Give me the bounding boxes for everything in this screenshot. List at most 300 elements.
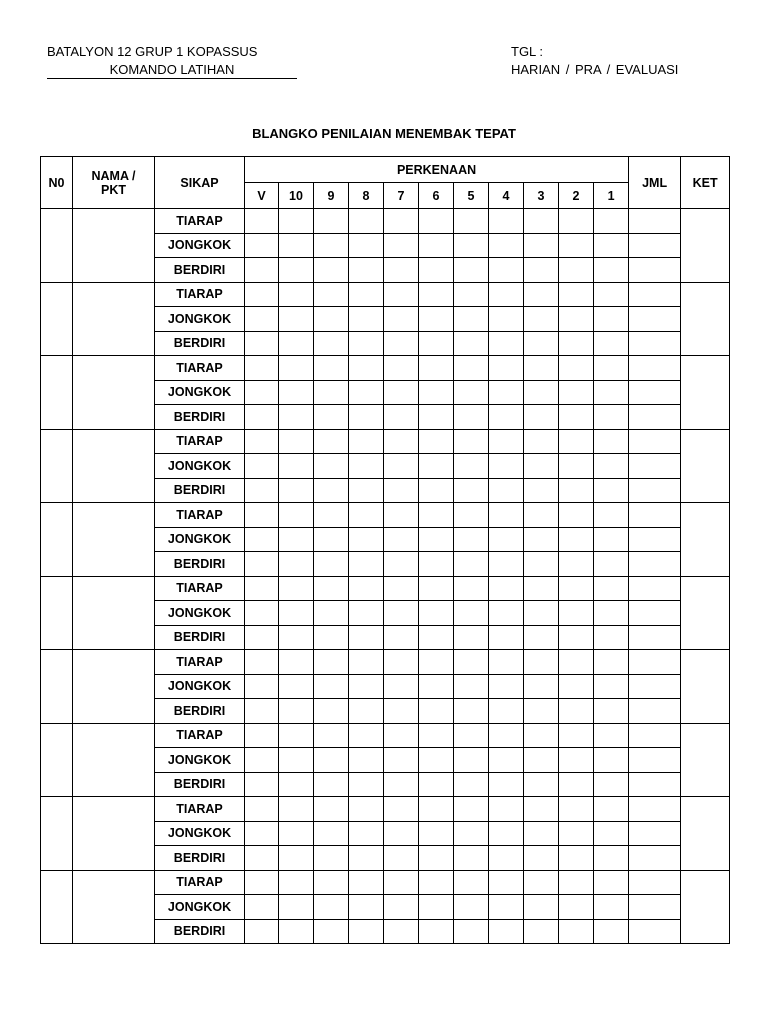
score-cell[interactable] xyxy=(489,601,524,626)
score-cell[interactable] xyxy=(454,527,489,552)
score-cell[interactable] xyxy=(524,258,559,283)
nama-pkt-cell[interactable] xyxy=(73,870,155,944)
score-cell[interactable] xyxy=(279,797,314,822)
no-cell[interactable] xyxy=(41,650,73,724)
score-cell[interactable] xyxy=(349,601,384,626)
score-cell[interactable] xyxy=(594,919,629,944)
score-cell[interactable] xyxy=(245,797,279,822)
jml-cell[interactable] xyxy=(629,380,681,405)
score-cell[interactable] xyxy=(349,380,384,405)
score-cell[interactable] xyxy=(419,650,454,675)
jml-cell[interactable] xyxy=(629,258,681,283)
score-cell[interactable] xyxy=(524,380,559,405)
score-cell[interactable] xyxy=(384,503,419,528)
score-cell[interactable] xyxy=(279,821,314,846)
score-cell[interactable] xyxy=(524,552,559,577)
score-cell[interactable] xyxy=(384,601,419,626)
score-cell[interactable] xyxy=(454,797,489,822)
score-cell[interactable] xyxy=(279,405,314,430)
score-cell[interactable] xyxy=(524,429,559,454)
score-cell[interactable] xyxy=(419,748,454,773)
score-cell[interactable] xyxy=(559,478,594,503)
score-cell[interactable] xyxy=(349,233,384,258)
score-cell[interactable] xyxy=(245,454,279,479)
ket-cell[interactable] xyxy=(681,503,730,577)
score-cell[interactable] xyxy=(245,527,279,552)
score-cell[interactable] xyxy=(489,674,524,699)
score-cell[interactable] xyxy=(454,674,489,699)
score-cell[interactable] xyxy=(454,699,489,724)
score-cell[interactable] xyxy=(384,454,419,479)
score-cell[interactable] xyxy=(489,233,524,258)
jml-cell[interactable] xyxy=(629,895,681,920)
score-cell[interactable] xyxy=(384,870,419,895)
score-cell[interactable] xyxy=(419,429,454,454)
score-cell[interactable] xyxy=(594,772,629,797)
score-cell[interactable] xyxy=(489,895,524,920)
score-cell[interactable] xyxy=(559,576,594,601)
score-cell[interactable] xyxy=(559,307,594,332)
score-cell[interactable] xyxy=(489,650,524,675)
score-cell[interactable] xyxy=(245,723,279,748)
score-cell[interactable] xyxy=(594,503,629,528)
score-cell[interactable] xyxy=(314,356,349,381)
score-cell[interactable] xyxy=(594,870,629,895)
score-cell[interactable] xyxy=(559,282,594,307)
score-cell[interactable] xyxy=(524,821,559,846)
score-cell[interactable] xyxy=(349,625,384,650)
score-cell[interactable] xyxy=(384,797,419,822)
score-cell[interactable] xyxy=(524,699,559,724)
score-cell[interactable] xyxy=(419,503,454,528)
score-cell[interactable] xyxy=(314,797,349,822)
score-cell[interactable] xyxy=(489,699,524,724)
score-cell[interactable] xyxy=(454,503,489,528)
score-cell[interactable] xyxy=(349,552,384,577)
score-cell[interactable] xyxy=(384,723,419,748)
score-cell[interactable] xyxy=(524,331,559,356)
score-cell[interactable] xyxy=(559,919,594,944)
score-cell[interactable] xyxy=(384,821,419,846)
score-cell[interactable] xyxy=(384,748,419,773)
score-cell[interactable] xyxy=(489,307,524,332)
score-cell[interactable] xyxy=(314,258,349,283)
score-cell[interactable] xyxy=(245,356,279,381)
score-cell[interactable] xyxy=(245,870,279,895)
score-cell[interactable] xyxy=(279,576,314,601)
score-cell[interactable] xyxy=(524,454,559,479)
jml-cell[interactable] xyxy=(629,282,681,307)
score-cell[interactable] xyxy=(594,209,629,234)
score-cell[interactable] xyxy=(279,331,314,356)
score-cell[interactable] xyxy=(524,233,559,258)
score-cell[interactable] xyxy=(245,478,279,503)
score-cell[interactable] xyxy=(594,625,629,650)
score-cell[interactable] xyxy=(489,209,524,234)
score-cell[interactable] xyxy=(279,650,314,675)
score-cell[interactable] xyxy=(314,748,349,773)
score-cell[interactable] xyxy=(245,405,279,430)
score-cell[interactable] xyxy=(349,821,384,846)
score-cell[interactable] xyxy=(349,650,384,675)
score-cell[interactable] xyxy=(279,625,314,650)
score-cell[interactable] xyxy=(245,748,279,773)
score-cell[interactable] xyxy=(524,870,559,895)
no-cell[interactable] xyxy=(41,870,73,944)
score-cell[interactable] xyxy=(489,331,524,356)
score-cell[interactable] xyxy=(279,282,314,307)
score-cell[interactable] xyxy=(314,527,349,552)
score-cell[interactable] xyxy=(454,356,489,381)
score-cell[interactable] xyxy=(314,233,349,258)
score-cell[interactable] xyxy=(454,233,489,258)
score-cell[interactable] xyxy=(454,331,489,356)
score-cell[interactable] xyxy=(314,429,349,454)
score-cell[interactable] xyxy=(245,307,279,332)
score-cell[interactable] xyxy=(245,821,279,846)
jml-cell[interactable] xyxy=(629,331,681,356)
jml-cell[interactable] xyxy=(629,821,681,846)
score-cell[interactable] xyxy=(279,552,314,577)
score-cell[interactable] xyxy=(559,454,594,479)
score-cell[interactable] xyxy=(594,527,629,552)
score-cell[interactable] xyxy=(314,307,349,332)
ket-cell[interactable] xyxy=(681,870,730,944)
score-cell[interactable] xyxy=(349,454,384,479)
score-cell[interactable] xyxy=(384,331,419,356)
score-cell[interactable] xyxy=(279,919,314,944)
ket-cell[interactable] xyxy=(681,723,730,797)
score-cell[interactable] xyxy=(594,797,629,822)
score-cell[interactable] xyxy=(349,748,384,773)
jml-cell[interactable] xyxy=(629,699,681,724)
score-cell[interactable] xyxy=(349,527,384,552)
score-cell[interactable] xyxy=(314,331,349,356)
nama-pkt-cell[interactable] xyxy=(73,797,155,871)
score-cell[interactable] xyxy=(314,405,349,430)
no-cell[interactable] xyxy=(41,282,73,356)
score-cell[interactable] xyxy=(314,919,349,944)
score-cell[interactable] xyxy=(454,870,489,895)
score-cell[interactable] xyxy=(314,454,349,479)
score-cell[interactable] xyxy=(524,405,559,430)
no-cell[interactable] xyxy=(41,576,73,650)
score-cell[interactable] xyxy=(524,209,559,234)
ket-cell[interactable] xyxy=(681,356,730,430)
score-cell[interactable] xyxy=(384,405,419,430)
score-cell[interactable] xyxy=(314,821,349,846)
score-cell[interactable] xyxy=(279,772,314,797)
no-cell[interactable] xyxy=(41,797,73,871)
score-cell[interactable] xyxy=(489,576,524,601)
score-cell[interactable] xyxy=(279,723,314,748)
score-cell[interactable] xyxy=(559,772,594,797)
score-cell[interactable] xyxy=(245,601,279,626)
score-cell[interactable] xyxy=(559,356,594,381)
jml-cell[interactable] xyxy=(629,674,681,699)
score-cell[interactable] xyxy=(559,380,594,405)
score-cell[interactable] xyxy=(314,674,349,699)
score-cell[interactable] xyxy=(314,846,349,871)
score-cell[interactable] xyxy=(524,282,559,307)
score-cell[interactable] xyxy=(489,282,524,307)
score-cell[interactable] xyxy=(489,846,524,871)
score-cell[interactable] xyxy=(489,380,524,405)
score-cell[interactable] xyxy=(454,552,489,577)
score-cell[interactable] xyxy=(245,209,279,234)
nama-pkt-cell[interactable] xyxy=(73,209,155,283)
score-cell[interactable] xyxy=(559,405,594,430)
score-cell[interactable] xyxy=(245,380,279,405)
score-cell[interactable] xyxy=(349,356,384,381)
jml-cell[interactable] xyxy=(629,846,681,871)
score-cell[interactable] xyxy=(419,895,454,920)
score-cell[interactable] xyxy=(419,797,454,822)
score-cell[interactable] xyxy=(454,601,489,626)
score-cell[interactable] xyxy=(245,625,279,650)
score-cell[interactable] xyxy=(524,772,559,797)
score-cell[interactable] xyxy=(419,772,454,797)
score-cell[interactable] xyxy=(314,870,349,895)
score-cell[interactable] xyxy=(314,209,349,234)
score-cell[interactable] xyxy=(594,723,629,748)
score-cell[interactable] xyxy=(594,895,629,920)
nama-pkt-cell[interactable] xyxy=(73,356,155,430)
score-cell[interactable] xyxy=(384,699,419,724)
score-cell[interactable] xyxy=(279,356,314,381)
score-cell[interactable] xyxy=(489,478,524,503)
score-cell[interactable] xyxy=(454,454,489,479)
score-cell[interactable] xyxy=(349,331,384,356)
score-cell[interactable] xyxy=(489,405,524,430)
score-cell[interactable] xyxy=(489,429,524,454)
jml-cell[interactable] xyxy=(629,650,681,675)
score-cell[interactable] xyxy=(524,478,559,503)
score-cell[interactable] xyxy=(384,282,419,307)
score-cell[interactable] xyxy=(454,650,489,675)
score-cell[interactable] xyxy=(384,846,419,871)
score-cell[interactable] xyxy=(384,380,419,405)
score-cell[interactable] xyxy=(559,748,594,773)
jml-cell[interactable] xyxy=(629,748,681,773)
score-cell[interactable] xyxy=(489,625,524,650)
jml-cell[interactable] xyxy=(629,527,681,552)
ket-cell[interactable] xyxy=(681,650,730,724)
score-cell[interactable] xyxy=(454,209,489,234)
no-cell[interactable] xyxy=(41,723,73,797)
score-cell[interactable] xyxy=(489,821,524,846)
score-cell[interactable] xyxy=(384,356,419,381)
score-cell[interactable] xyxy=(524,527,559,552)
score-cell[interactable] xyxy=(419,846,454,871)
no-cell[interactable] xyxy=(41,503,73,577)
score-cell[interactable] xyxy=(245,674,279,699)
score-cell[interactable] xyxy=(245,552,279,577)
score-cell[interactable] xyxy=(245,846,279,871)
jml-cell[interactable] xyxy=(629,772,681,797)
jml-cell[interactable] xyxy=(629,552,681,577)
score-cell[interactable] xyxy=(559,625,594,650)
score-cell[interactable] xyxy=(245,772,279,797)
score-cell[interactable] xyxy=(384,429,419,454)
jml-cell[interactable] xyxy=(629,356,681,381)
score-cell[interactable] xyxy=(314,478,349,503)
score-cell[interactable] xyxy=(524,356,559,381)
ket-cell[interactable] xyxy=(681,797,730,871)
score-cell[interactable] xyxy=(245,576,279,601)
score-cell[interactable] xyxy=(489,748,524,773)
score-cell[interactable] xyxy=(594,307,629,332)
score-cell[interactable] xyxy=(559,258,594,283)
score-cell[interactable] xyxy=(489,503,524,528)
score-cell[interactable] xyxy=(245,650,279,675)
score-cell[interactable] xyxy=(314,895,349,920)
score-cell[interactable] xyxy=(454,282,489,307)
score-cell[interactable] xyxy=(245,895,279,920)
score-cell[interactable] xyxy=(559,674,594,699)
score-cell[interactable] xyxy=(524,895,559,920)
score-cell[interactable] xyxy=(489,870,524,895)
score-cell[interactable] xyxy=(559,895,594,920)
ket-cell[interactable] xyxy=(681,429,730,503)
jml-cell[interactable] xyxy=(629,454,681,479)
score-cell[interactable] xyxy=(245,699,279,724)
score-cell[interactable] xyxy=(384,650,419,675)
score-cell[interactable] xyxy=(349,503,384,528)
score-cell[interactable] xyxy=(594,576,629,601)
score-cell[interactable] xyxy=(524,748,559,773)
score-cell[interactable] xyxy=(594,258,629,283)
score-cell[interactable] xyxy=(384,209,419,234)
score-cell[interactable] xyxy=(245,331,279,356)
score-cell[interactable] xyxy=(349,209,384,234)
score-cell[interactable] xyxy=(349,797,384,822)
score-cell[interactable] xyxy=(314,699,349,724)
score-cell[interactable] xyxy=(489,356,524,381)
score-cell[interactable] xyxy=(279,233,314,258)
score-cell[interactable] xyxy=(314,380,349,405)
score-cell[interactable] xyxy=(594,478,629,503)
score-cell[interactable] xyxy=(559,699,594,724)
score-cell[interactable] xyxy=(454,772,489,797)
score-cell[interactable] xyxy=(524,919,559,944)
score-cell[interactable] xyxy=(314,723,349,748)
score-cell[interactable] xyxy=(489,772,524,797)
no-cell[interactable] xyxy=(41,356,73,430)
score-cell[interactable] xyxy=(245,233,279,258)
score-cell[interactable] xyxy=(384,576,419,601)
score-cell[interactable] xyxy=(454,258,489,283)
score-cell[interactable] xyxy=(559,429,594,454)
score-cell[interactable] xyxy=(419,478,454,503)
score-cell[interactable] xyxy=(349,576,384,601)
score-cell[interactable] xyxy=(559,723,594,748)
score-cell[interactable] xyxy=(594,650,629,675)
score-cell[interactable] xyxy=(279,870,314,895)
score-cell[interactable] xyxy=(594,699,629,724)
score-cell[interactable] xyxy=(419,527,454,552)
jml-cell[interactable] xyxy=(629,478,681,503)
score-cell[interactable] xyxy=(559,503,594,528)
score-cell[interactable] xyxy=(594,846,629,871)
score-cell[interactable] xyxy=(279,429,314,454)
score-cell[interactable] xyxy=(559,650,594,675)
score-cell[interactable] xyxy=(279,454,314,479)
score-cell[interactable] xyxy=(279,258,314,283)
score-cell[interactable] xyxy=(594,331,629,356)
score-cell[interactable] xyxy=(349,895,384,920)
score-cell[interactable] xyxy=(384,478,419,503)
jml-cell[interactable] xyxy=(629,797,681,822)
score-cell[interactable] xyxy=(524,846,559,871)
score-cell[interactable] xyxy=(419,699,454,724)
score-cell[interactable] xyxy=(524,307,559,332)
score-cell[interactable] xyxy=(314,650,349,675)
score-cell[interactable] xyxy=(349,846,384,871)
nama-pkt-cell[interactable] xyxy=(73,650,155,724)
score-cell[interactable] xyxy=(419,919,454,944)
score-cell[interactable] xyxy=(349,429,384,454)
jml-cell[interactable] xyxy=(629,405,681,430)
score-cell[interactable] xyxy=(384,552,419,577)
score-cell[interactable] xyxy=(419,601,454,626)
score-cell[interactable] xyxy=(524,674,559,699)
score-cell[interactable] xyxy=(594,282,629,307)
score-cell[interactable] xyxy=(349,258,384,283)
score-cell[interactable] xyxy=(594,356,629,381)
score-cell[interactable] xyxy=(279,527,314,552)
score-cell[interactable] xyxy=(419,821,454,846)
no-cell[interactable] xyxy=(41,209,73,283)
jml-cell[interactable] xyxy=(629,919,681,944)
score-cell[interactable] xyxy=(489,454,524,479)
score-cell[interactable] xyxy=(384,233,419,258)
jml-cell[interactable] xyxy=(629,429,681,454)
score-cell[interactable] xyxy=(384,258,419,283)
score-cell[interactable] xyxy=(524,503,559,528)
score-cell[interactable] xyxy=(279,503,314,528)
score-cell[interactable] xyxy=(349,772,384,797)
jml-cell[interactable] xyxy=(629,307,681,332)
score-cell[interactable] xyxy=(454,429,489,454)
score-cell[interactable] xyxy=(489,552,524,577)
score-cell[interactable] xyxy=(384,674,419,699)
score-cell[interactable] xyxy=(524,625,559,650)
score-cell[interactable] xyxy=(489,527,524,552)
score-cell[interactable] xyxy=(454,405,489,430)
jml-cell[interactable] xyxy=(629,870,681,895)
score-cell[interactable] xyxy=(454,478,489,503)
no-cell[interactable] xyxy=(41,429,73,503)
score-cell[interactable] xyxy=(384,307,419,332)
score-cell[interactable] xyxy=(279,478,314,503)
score-cell[interactable] xyxy=(245,282,279,307)
score-cell[interactable] xyxy=(349,307,384,332)
jml-cell[interactable] xyxy=(629,233,681,258)
score-cell[interactable] xyxy=(279,846,314,871)
score-cell[interactable] xyxy=(419,723,454,748)
score-cell[interactable] xyxy=(279,380,314,405)
score-cell[interactable] xyxy=(454,380,489,405)
score-cell[interactable] xyxy=(279,601,314,626)
score-cell[interactable] xyxy=(314,625,349,650)
nama-pkt-cell[interactable] xyxy=(73,282,155,356)
score-cell[interactable] xyxy=(559,331,594,356)
ket-cell[interactable] xyxy=(681,282,730,356)
score-cell[interactable] xyxy=(489,723,524,748)
score-cell[interactable] xyxy=(419,233,454,258)
score-cell[interactable] xyxy=(419,209,454,234)
